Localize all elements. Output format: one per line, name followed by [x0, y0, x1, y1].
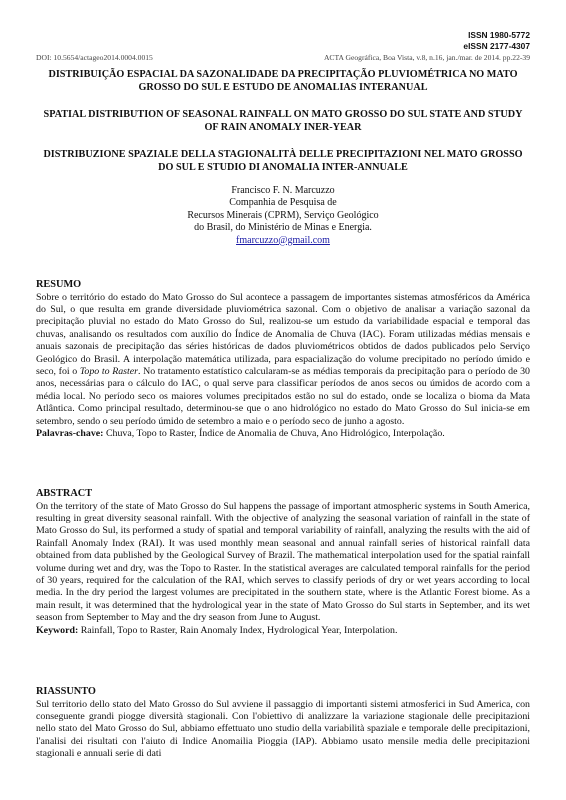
resumo-section — [36, 279, 530, 441]
resumo-text-part-1: Sobre o território do estado do Mato Grosso do Sul acontece a passagem de importantes sistemas atmosféricos da América do Sul, o que resulta em grande diversidade pluviométrica sazonal. Com o objetivo de analisar a variação sazonal da precipitação pluvial no estado do Mato Grosso do Sul, realizou-se um estudo da variabilidade espacial e temporal das chuvas, analisando os resultados com auxílio do Índice de Anomalia de Chuva (IAC). Foram utilizadas médias mensais e anuais sazonais de precipitação das séries históricas de dados pluviométricos obtidos de dados publicados pelo Serviço Geológico do Brasil. A interpolação matemática utilizada, para espacialização do volume precipitado no período úmido e seco, foi o — [36, 291, 530, 378]
author-affiliation-line-3: do Brasil, do Ministério de Minas e Energia. — [194, 222, 372, 234]
author-name: Francisco F. N. Marcuzzo — [231, 185, 335, 196]
abstract-text: On the territory of the state of Mato Grosso do Sul happens the passage of important atmospheric systems in South America, resulting in great diversity seasonal rainfall. With the objective of analyzing the seasonal variation of rainfall in the state of Mato Grosso do Sul, its performed a study of spatial and temporal variability of rainfall, analyzing the results with the aid of Rainfall Anomaly Index (RAI). It was used monthly mean seasonal and annual rainfall series of historical rainfall data obtained from data published by the Geological Survey of Brazil. The mathematical interpolation used for the spatial rainfall volume during wet and dry, was the Topo to Raster. In the statistical averages are calculated temporal rainfalls for the period of 30 years, required for the calculation of the RAI, which serves to classify periods of dry or wet years according to local media. In the dry period the largest volumes are precipitated in the southern state, where is the Atlantic Forest biome. As a main result, it was determined that the hydrological year in the state of Mato Grosso do Sul starts in September, and its wet season from September to May and the dry season from June to August. — [36, 500, 530, 624]
journal-citation: ACTA Geográfica, Boa Vista, v.8, n.16, jan./mar. de 2014. pp.22-39 — [323, 53, 530, 62]
resumo-keywords-list: Chuva, Topo to Raster, Índice de Anomalia de Chuva, Ano Hidrológico, Interpolação. — [103, 428, 445, 440]
title-english: SPATIAL DISTRIBUTION OF SEASONAL RAINFALL ON MATO GROSSO DO SUL STATE AND STUDY OF RAIN ANOMALY INER-YEAR — [43, 109, 523, 133]
abstract-keywords-label: Keyword: — [36, 624, 79, 636]
resumo-heading: RESUMO — [36, 279, 82, 290]
resumo-text-italic: Topo to Raster — [79, 366, 138, 378]
doi-text: DOI: 10.5654/actageo2014.0004.0015 — [36, 53, 153, 62]
resumo-text-part-2: . No tratamento estatístico calcularam-se as médias temporais da precipitação para o período de 30 anos, necessárias para o cálculo do IAC, o qual serve para classificar períodos de anos secos ou úmidos de acordo com a média local. No período seco os maiores volumes precipitados estão no sul do estado, onde se localiza o bioma da Mata Atlântica. Como principal resultado, determinou-se que o ano hidrológico no estado do Mato Grosso do Sul inicia-se em setembro, sendo o seu período úmido de setembro a maio e o período seco de junho a agosto. — [36, 366, 530, 427]
resumo-keywords — [36, 428, 530, 440]
author-email-link[interactable]: fmarcuzzo@gmail.com — [236, 234, 330, 246]
resumo-keywords-label: Palavras-chave: — [36, 428, 104, 440]
author-affiliation-line-2: Recursos Minerais (CPRM), Serviço Geológico — [187, 209, 379, 221]
resumo-text — [36, 292, 530, 429]
author-block — [150, 185, 416, 247]
riassunto-heading: RIASSUNTO — [36, 686, 96, 697]
abstract-section — [36, 488, 530, 637]
title-portuguese: DISTRIBUIÇÃO ESPACIAL DA SAZONALIDADE DA PRECIPITAÇÃO PLUVIOMÉTRICA NO MATO GROSSO DO SUL E ESTUDO DE ANOMALIAS INTERANUAL — [48, 69, 518, 93]
abstract-keywords — [36, 625, 530, 637]
author-affiliation-line-1: Companhia de Pesquisa de — [229, 197, 337, 209]
riassunto-text: Sul territorio dello stato del Mato Grosso do Sul avviene il passaggio di importanti sistemi atmosferici in Sud America, con conseguente grandi piogge diversità stagionali. Con l'obiettivo di analizzare la variazione stagionale delle precipitazioni nello stato del Mato Grosso do Sul, abbiamo effettuato uno studio della variabilità spaziale e temporale delle precipitazioni, l'analisi dei risultati con l'aiuto di Indice Anomailia Pioggia (IAP). Abbiamo usato mensile media delle precipitazioni stagionali e annuali serie di dati — [36, 698, 530, 760]
title-italian: DISTRIBUZIONE SPAZIALE DELLA STAGIONALITÀ DELLE PRECIPITAZIONI NEL MATO GROSSO DO SUL E STUDIO DI ANOMALIA INTER-ANNUALE — [43, 149, 523, 173]
riassunto-section — [36, 686, 530, 761]
issn-block — [463, 30, 530, 52]
issn-print: ISSN 1980-5772 — [468, 30, 530, 40]
issn-electronic: eISSN 2177-4307 — [463, 41, 530, 51]
abstract-keywords-list: Rainfall, Topo to Raster, Rain Anomaly Index, Hydrological Year, Interpolation. — [78, 624, 398, 636]
abstract-heading: ABSTRACT — [36, 488, 93, 499]
